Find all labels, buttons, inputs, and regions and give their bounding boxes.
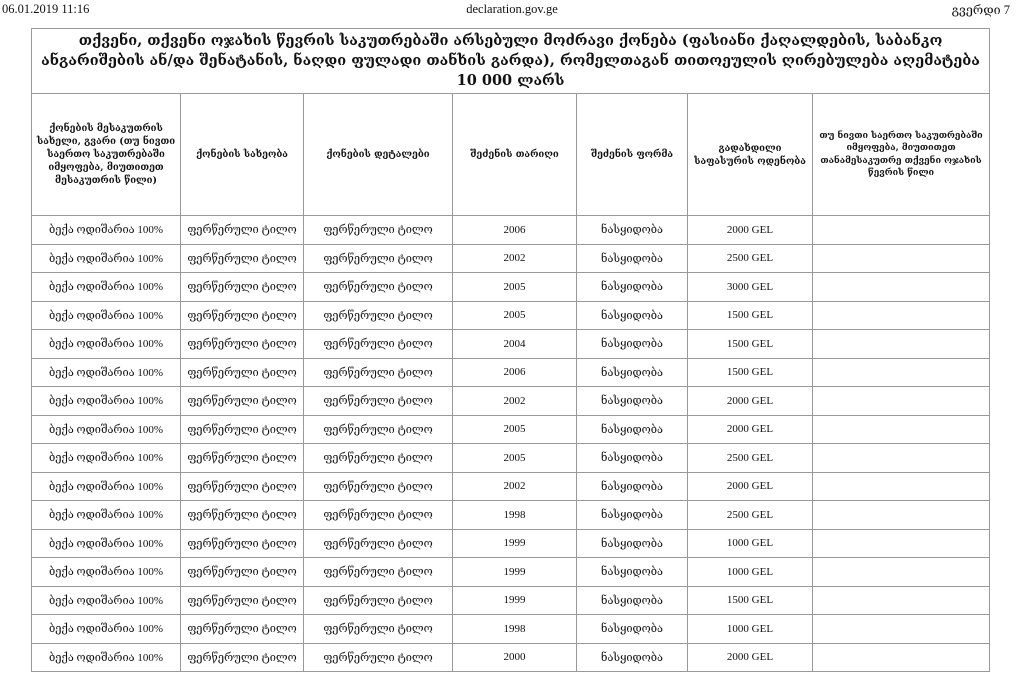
cell-owner: ბექა ოდიშარია 100%	[32, 558, 181, 587]
cell-type: ფერწერული ტილო	[181, 273, 304, 302]
cell-form: ნასყიდობა	[577, 216, 688, 245]
column-header-row	[32, 94, 990, 216]
cell-form: ნასყიდობა	[577, 643, 688, 672]
cell-owner: ბექა ოდიშარია 100%	[32, 216, 181, 245]
cell-date: 2004	[453, 330, 577, 359]
cell-price: 2000 GEL	[688, 387, 813, 416]
table-row	[32, 615, 990, 644]
cell-date: 2002	[453, 244, 577, 273]
site-name: declaration.gov.ge	[466, 2, 558, 16]
cell-date: 2005	[453, 273, 577, 302]
table-row	[32, 472, 990, 501]
cell-co-owner	[813, 643, 990, 672]
cell-owner: ბექა ოდიშარია 100%	[32, 615, 181, 644]
cell-type: ფერწერული ტილო	[181, 244, 304, 273]
column-header-owner: ქონების მესაკუთრის სახელი, გვარი (თუ ნივთი საერთო საკუთრებაში იმყოფება, მიუთითეთ მესაკუთრის წილი)	[32, 94, 181, 216]
cell-type: ფერწერული ტილო	[181, 643, 304, 672]
cell-owner: ბექა ოდიშარია 100%	[32, 273, 181, 302]
cell-owner: ბექა ოდიშარია 100%	[32, 330, 181, 359]
cell-type: ფერწერული ტილო	[181, 586, 304, 615]
table-row	[32, 586, 990, 615]
cell-owner: ბექა ოდიშარია 100%	[32, 244, 181, 273]
cell-price: 2000 GEL	[688, 216, 813, 245]
table-row	[32, 501, 990, 530]
page-header	[0, 0, 1024, 22]
cell-date: 2006	[453, 358, 577, 387]
cell-price: 2000 GEL	[688, 415, 813, 444]
cell-form: ნასყიდობა	[577, 358, 688, 387]
table-row	[32, 415, 990, 444]
cell-date: 1998	[453, 615, 577, 644]
cell-details: ფერწერული ტილო	[304, 273, 453, 302]
cell-type: ფერწერული ტილო	[181, 615, 304, 644]
table-row	[32, 529, 990, 558]
cell-form: ნასყიდობა	[577, 330, 688, 359]
cell-details: ფერწერული ტილო	[304, 643, 453, 672]
column-header-date: შეძენის თარიღი	[453, 94, 577, 216]
cell-details: ფერწერული ტილო	[304, 558, 453, 587]
cell-owner: ბექა ოდიშარია 100%	[32, 529, 181, 558]
cell-date: 2002	[453, 472, 577, 501]
cell-price: 3000 GEL	[688, 273, 813, 302]
cell-owner: ბექა ოდიშარია 100%	[32, 586, 181, 615]
cell-type: ფერწერული ტილო	[181, 501, 304, 530]
column-header-details: ქონების დეტალები	[304, 94, 453, 216]
cell-co-owner	[813, 615, 990, 644]
cell-details: ფერწერული ტილო	[304, 501, 453, 530]
table-row	[32, 387, 990, 416]
cell-co-owner	[813, 586, 990, 615]
cell-type: ფერწერული ტილო	[181, 330, 304, 359]
cell-date: 1999	[453, 558, 577, 587]
cell-details: ფერწერული ტილო	[304, 358, 453, 387]
cell-date: 2005	[453, 444, 577, 473]
cell-form: ნასყიდობა	[577, 301, 688, 330]
movable-property-table	[31, 28, 990, 672]
cell-price: 1500 GEL	[688, 358, 813, 387]
cell-co-owner	[813, 301, 990, 330]
cell-details: ფერწერული ტილო	[304, 586, 453, 615]
cell-details: ფერწერული ტილო	[304, 387, 453, 416]
cell-type: ფერწერული ტილო	[181, 472, 304, 501]
cell-date: 1999	[453, 529, 577, 558]
cell-type: ფერწერული ტილო	[181, 444, 304, 473]
cell-owner: ბექა ოდიშარია 100%	[32, 501, 181, 530]
column-header-form: შეძენის ფორმა	[577, 94, 688, 216]
table-row	[32, 358, 990, 387]
cell-form: ნასყიდობა	[577, 387, 688, 416]
cell-co-owner	[813, 472, 990, 501]
cell-owner: ბექა ოდიშარია 100%	[32, 415, 181, 444]
cell-form: ნასყიდობა	[577, 444, 688, 473]
cell-date: 2000	[453, 643, 577, 672]
cell-details: ფერწერული ტილო	[304, 330, 453, 359]
cell-details: ფერწერული ტილო	[304, 444, 453, 473]
table-row	[32, 273, 990, 302]
cell-price: 1500 GEL	[688, 586, 813, 615]
cell-co-owner	[813, 273, 990, 302]
cell-form: ნასყიდობა	[577, 586, 688, 615]
table-body	[32, 216, 990, 672]
cell-form: ნასყიდობა	[577, 244, 688, 273]
cell-form: ნასყიდობა	[577, 273, 688, 302]
cell-form: ნასყიდობა	[577, 501, 688, 530]
cell-price: 2500 GEL	[688, 501, 813, 530]
cell-price: 2500 GEL	[688, 244, 813, 273]
table-row	[32, 444, 990, 473]
cell-co-owner	[813, 444, 990, 473]
cell-date: 1998	[453, 501, 577, 530]
cell-price: 2000 GEL	[688, 643, 813, 672]
cell-date: 2005	[453, 415, 577, 444]
cell-owner: ბექა ოდიშარია 100%	[32, 387, 181, 416]
cell-price: 1000 GEL	[688, 529, 813, 558]
table-row	[32, 301, 990, 330]
cell-type: ფერწერული ტილო	[181, 558, 304, 587]
cell-details: ფერწერული ტილო	[304, 244, 453, 273]
cell-details: ფერწერული ტილო	[304, 216, 453, 245]
table-row	[32, 330, 990, 359]
cell-price: 1500 GEL	[688, 301, 813, 330]
cell-price: 1500 GEL	[688, 330, 813, 359]
cell-form: ნასყიდობა	[577, 615, 688, 644]
cell-co-owner	[813, 387, 990, 416]
page-number: გვერდი 7	[951, 3, 1010, 17]
column-header-co-owner: თუ ნივთი საერთო საკუთრებაში იმყოფება, მიუთითეთ თანამესაკუთრე თქვენი ოჯახის წევრის წილი	[813, 94, 990, 216]
cell-details: ფერწერული ტილო	[304, 415, 453, 444]
cell-owner: ბექა ოდიშარია 100%	[32, 444, 181, 473]
cell-price: 1000 GEL	[688, 615, 813, 644]
cell-owner: ბექა ოდიშარია 100%	[32, 472, 181, 501]
cell-co-owner	[813, 244, 990, 273]
cell-price: 1000 GEL	[688, 558, 813, 587]
table-row	[32, 558, 990, 587]
cell-date: 2006	[453, 216, 577, 245]
cell-form: ნასყიდობა	[577, 415, 688, 444]
cell-co-owner	[813, 529, 990, 558]
cell-co-owner	[813, 558, 990, 587]
cell-co-owner	[813, 358, 990, 387]
cell-co-owner	[813, 501, 990, 530]
cell-type: ფერწერული ტილო	[181, 387, 304, 416]
column-header-price: გადახდილი საფასურის ოდენობა	[688, 94, 813, 216]
cell-details: ფერწერული ტილო	[304, 529, 453, 558]
table-row	[32, 244, 990, 273]
column-header-type: ქონების სახეობა	[181, 94, 304, 216]
print-timestamp: 06.01.2019 11:16	[2, 2, 90, 16]
table-row	[32, 216, 990, 245]
table-row	[32, 643, 990, 672]
cell-type: ფერწერული ტილო	[181, 415, 304, 444]
cell-type: ფერწერული ტილო	[181, 529, 304, 558]
cell-owner: ბექა ოდიშარია 100%	[32, 358, 181, 387]
cell-details: ფერწერული ტილო	[304, 615, 453, 644]
cell-form: ნასყიდობა	[577, 472, 688, 501]
cell-date: 1999	[453, 586, 577, 615]
cell-type: ფერწერული ტილო	[181, 358, 304, 387]
cell-date: 2005	[453, 301, 577, 330]
cell-date: 2002	[453, 387, 577, 416]
cell-co-owner	[813, 330, 990, 359]
cell-owner: ბექა ოდიშარია 100%	[32, 643, 181, 672]
cell-details: ფერწერული ტილო	[304, 301, 453, 330]
cell-co-owner	[813, 415, 990, 444]
cell-type: ფერწერული ტილო	[181, 301, 304, 330]
cell-form: ნასყიდობა	[577, 529, 688, 558]
cell-price: 2500 GEL	[688, 444, 813, 473]
cell-details: ფერწერული ტილო	[304, 472, 453, 501]
cell-owner: ბექა ოდიშარია 100%	[32, 301, 181, 330]
cell-form: ნასყიდობა	[577, 558, 688, 587]
cell-co-owner	[813, 216, 990, 245]
cell-price: 2000 GEL	[688, 472, 813, 501]
cell-type: ფერწერული ტილო	[181, 216, 304, 245]
section-title: თქვენი, თქვენი ოჯახის წევრის საკუთრებაში არსებული მოძრავი ქონება (ფასიანი ქაღალდების, საბანკო ანგარიშების ან/და შენატანის, ნაღდი ფულადი თანხის გარდა), რომელთაგან თითოეულის ღირებულება აღემატება 10 000 ლარს	[32, 29, 990, 94]
